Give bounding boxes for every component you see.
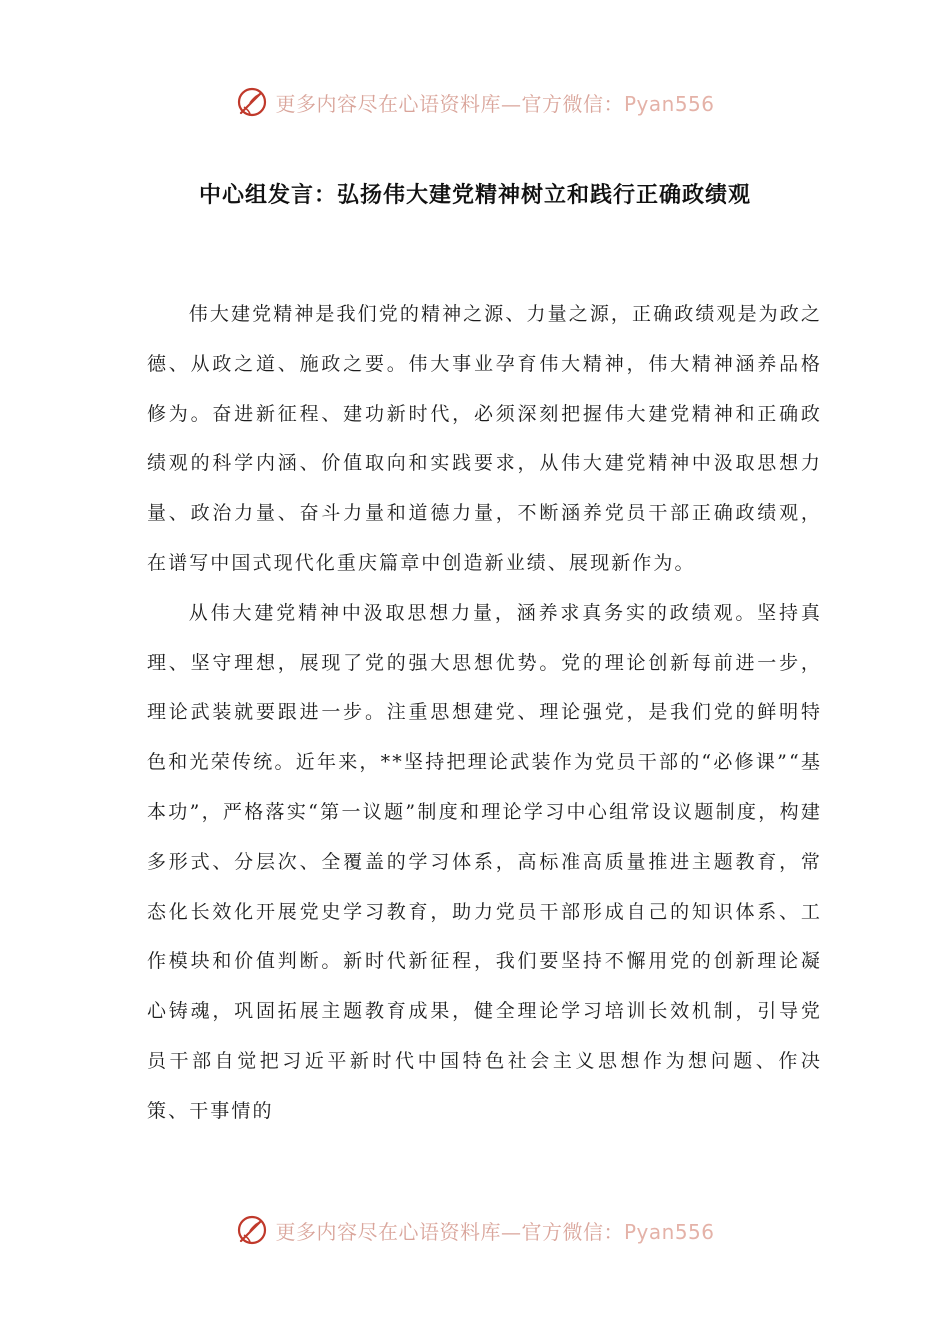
quill-logo-icon [235,1213,269,1247]
header-watermark-banner [0,80,950,124]
document-body [147,290,822,1137]
footer-watermark-banner [0,1208,950,1252]
paragraph-2: 从伟大建党精神中汲取思想力量，涵养求真务实的政绩观。坚持真理、坚守理想，展现了党的强大思想优势。党的理论创新每前进一步，理论武装就要跟进一步。注重思想建党、理论强党，是我们党的鲜明特色和光荣传统。近年来，**坚持把理论武装作为党员干部的“必修课”“基本功”，严格落实“第一议题”制度和理论学习中心组常设议题制度，构建多形式、分层次、全覆盖的学习体系，高标准高质量推进主题教育，常态化长效化开展党史学习教育，助力党员干部形成自己的知识体系、工作模块和价值判断。新时代新征程，我们要坚持不懈用党的创新理论凝心铸魂，巩固拓展主题教育成果，健全理论学习培训长效机制，引导党员干部自觉把习近平新时代中国特色社会主义思想作为想问题、作决策、干事情的 [147,601,822,1122]
paragraph-1: 伟大建党精神是我们党的精神之源、力量之源，正确政绩观是为政之德、从政之道、施政之要。伟大事业孕育伟大精神，伟大精神涵养品格修为。奋进新征程、建功新时代，必须深刻把握伟大建党精神和正确政绩观的科学内涵、价值取向和实践要求，从伟大建党精神中汲取思想力量、政治力量、奋斗力量和道德力量，不断涵养党员干部正确政绩观，在谱写中国式现代化重庆篇章中创造新业绩、展现新作为。 [147,303,822,574]
document-title: 中心组发言：弘扬伟大建党精神树立和践行正确政绩观 [198,183,751,208]
quill-logo-icon [235,85,269,119]
banner-text: 更多内容尽在心语资料库—官方微信：Pyan556 [275,91,715,116]
banner-contact: Pyan556 [623,91,715,116]
banner-contact: Pyan556 [623,1219,715,1244]
banner-text: 更多内容尽在心语资料库—官方微信：Pyan556 [275,1219,715,1244]
